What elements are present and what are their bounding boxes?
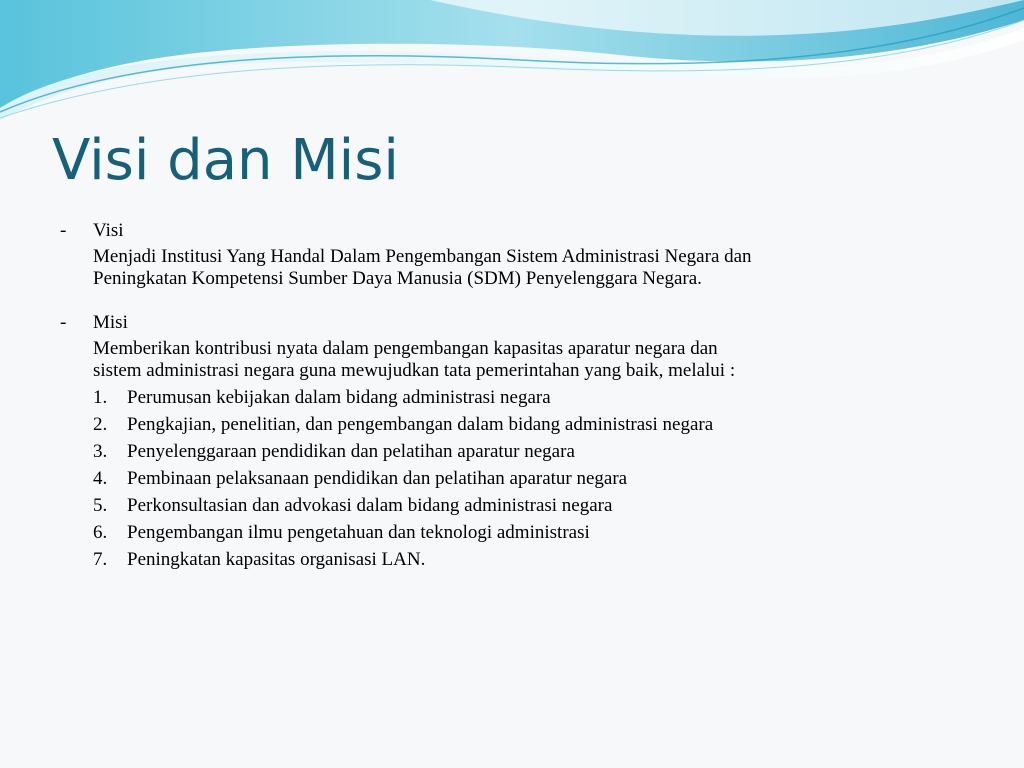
misi-text (93, 338, 960, 382)
list-text: Pengkajian, penelitian, dan pengembangan dalam bidang administrasi negara (127, 414, 714, 435)
misi-section (60, 312, 960, 571)
misi-list-item (93, 495, 960, 517)
visi-heading: Visi (93, 220, 124, 241)
misi-text-line: Memberikan kontribusi nyata dalam pengembangan kapasitas aparatur negara dan (93, 338, 718, 359)
misi-list (93, 387, 960, 571)
list-number: 7. (93, 549, 108, 570)
list-number: 2. (93, 414, 108, 435)
list-text: Perkonsultasian dan advokasi dalam bidang administrasi negara (127, 495, 613, 516)
list-text: Pembinaan pelaksanaan pendidikan dan pelatihan aparatur negara (127, 468, 628, 489)
list-number: 6. (93, 522, 108, 543)
slide-body (60, 220, 960, 593)
decorative-wave-banner (0, 0, 1024, 130)
list-text: Penyelenggaraan pendidikan dan pelatihan aparatur negara (127, 441, 575, 462)
misi-bullet: - (60, 312, 67, 333)
misi-list-item (93, 387, 960, 409)
misi-list-item (93, 468, 960, 490)
misi-text-line: sistem administrasi negara guna mewujudkan tata pemerintahan yang baik, melalui : (93, 360, 736, 381)
list-text: Peningkatan kapasitas organisasi LAN. (127, 549, 426, 570)
misi-list-item (93, 522, 960, 544)
visi-text-line: Peningkatan Kompetensi Sumber Daya Manusia (SDM) Penyelenggara Negara. (93, 268, 702, 289)
misi-heading-row (60, 312, 960, 334)
list-number: 3. (93, 441, 108, 462)
misi-list-item (93, 441, 960, 463)
visi-text (93, 246, 960, 290)
visi-heading-row (60, 220, 960, 242)
visi-text-line: Menjadi Institusi Yang Handal Dalam Pengembangan Sistem Administrasi Negara dan (93, 246, 752, 267)
list-number: 5. (93, 495, 108, 516)
list-text: Perumusan kebijakan dalam bidang administrasi negara (127, 387, 551, 408)
visi-section (60, 220, 960, 290)
list-number: 4. (93, 468, 108, 489)
visi-bullet: - (60, 220, 67, 241)
list-text: Pengembangan ilmu pengetahuan dan teknologi administrasi (127, 522, 590, 543)
misi-list-item (93, 414, 960, 436)
list-number: 1. (93, 387, 108, 408)
misi-list-item (93, 549, 960, 571)
misi-heading: Misi (93, 312, 128, 333)
slide-title: Visi dan Misi (52, 128, 399, 193)
